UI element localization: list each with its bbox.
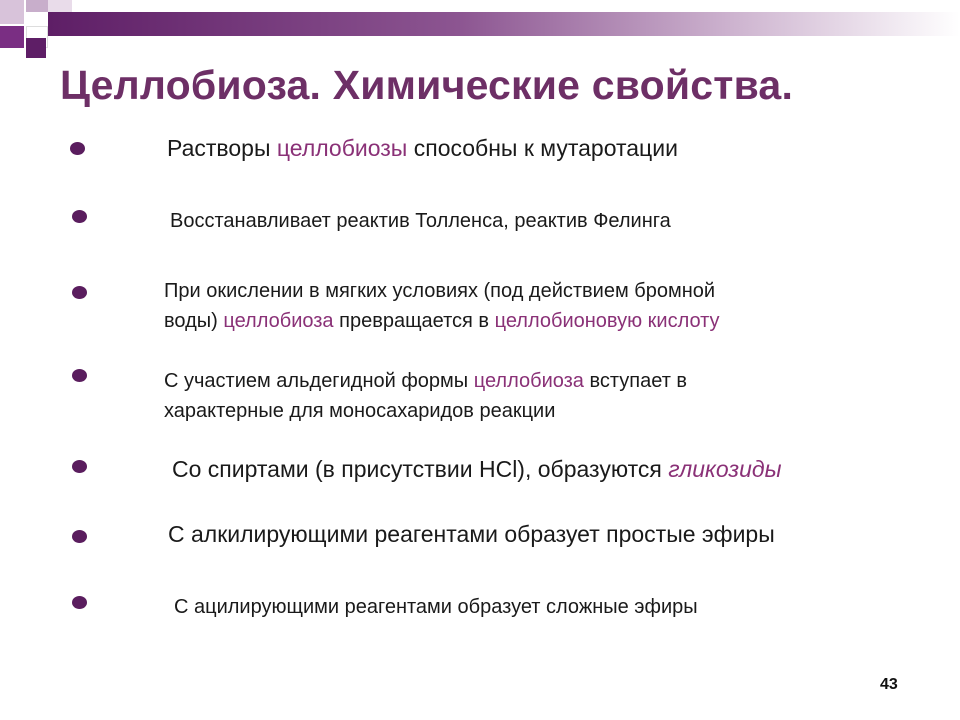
list-item: С ацилирующими реагентами образует сложные эфиры	[174, 596, 698, 618]
decor-square	[26, 38, 46, 58]
item-text: характерные для моносахаридов реакции	[164, 400, 556, 422]
item-highlight: гликозиды	[668, 456, 782, 482]
bullet-icon	[72, 286, 87, 299]
list-item: Восстанавливает реактив Толленса, реактив Фелинга	[170, 210, 671, 232]
bullet-icon	[72, 596, 87, 609]
list-item	[164, 366, 687, 426]
list-item	[172, 454, 782, 484]
item-text: воды)	[164, 310, 224, 332]
list-item	[167, 133, 678, 163]
decor-square	[0, 0, 24, 24]
bullet-icon	[72, 369, 87, 382]
item-text: С участием альдегидной формы	[164, 370, 474, 392]
bullet-icon	[72, 530, 87, 543]
item-highlight: целлобиоза	[473, 370, 584, 392]
item-highlight: целлобиозы	[276, 135, 408, 161]
bullet-icon	[72, 210, 87, 223]
item-text: способны к мутаротации	[407, 135, 678, 161]
item-highlight: целлобионовую кислоту	[494, 310, 720, 332]
decor-square	[26, 0, 48, 12]
item-text: превращается в	[333, 310, 495, 332]
item-text: Растворы	[167, 135, 277, 161]
page-number: 43	[880, 676, 898, 693]
decor-square	[48, 0, 72, 12]
item-text: вступает в	[583, 370, 688, 392]
bullet-icon	[70, 142, 85, 155]
item-highlight: целлобиоза	[223, 310, 334, 332]
item-text: При окислении в мягких условиях (под действием бромной	[164, 280, 716, 302]
item-text: Со спиртами (в присутствии НСl), образуются	[172, 456, 669, 482]
bullet-icon	[72, 460, 87, 473]
decor-square	[0, 26, 24, 48]
slide-title: Целлобиоза. Химические свойства.	[60, 62, 794, 108]
header-gradient-bar	[48, 12, 960, 36]
list-item: С алкилирующими реагентами образует простые эфиры	[168, 521, 775, 547]
list-item	[164, 276, 720, 336]
